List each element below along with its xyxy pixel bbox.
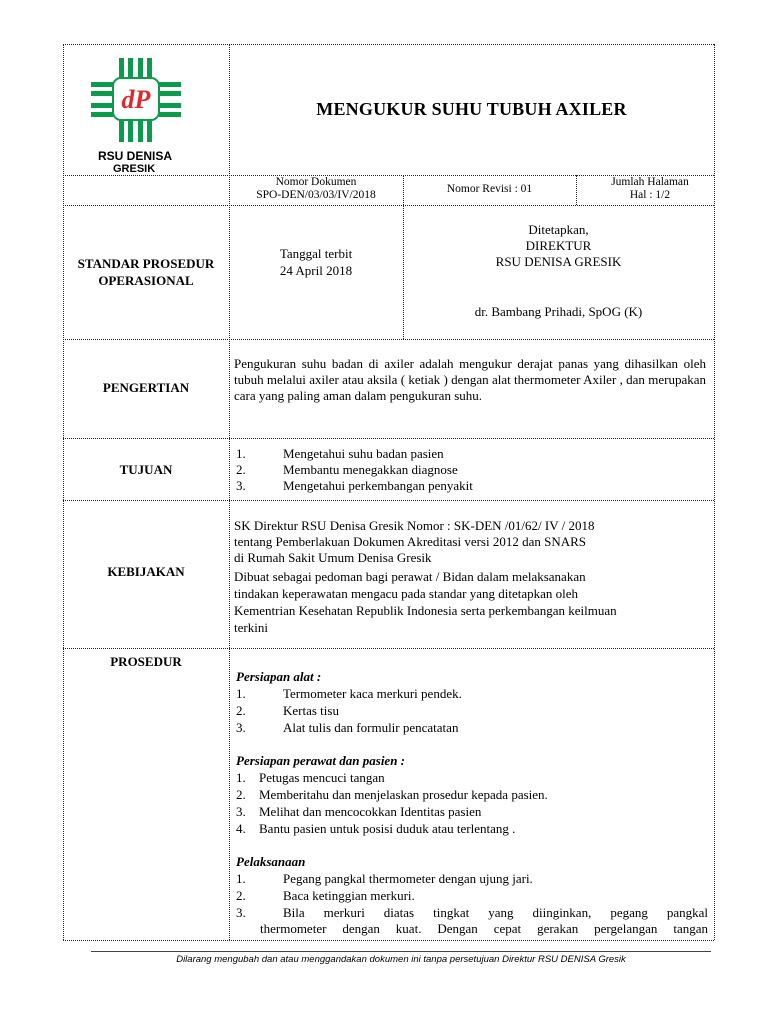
prosedur-label: PROSEDUR [110, 654, 182, 669]
svg-text:dP: dP [121, 85, 151, 114]
nomor-revisi: Nomor Revisi : 01 [446, 183, 533, 195]
document-title: MENGUKUR SUHU TUBUH AXILER [316, 99, 627, 119]
list-item: 2. Kertas tisu [236, 703, 339, 718]
rsu-name-text: RSU DENISA GRESIK [495, 254, 622, 269]
footer-disclaimer: Dilarang mengubah dan atau menggandakan dokumen ini tanpa persetujuan Direktur RSU DENISA Gresik [176, 954, 626, 965]
kebijakan-line: di Rumah Sakit Umum Denisa Gresik [234, 550, 432, 565]
list-item: 2. Baca ketinggian merkuri. [236, 888, 415, 903]
signatory-name: dr. Bambang Prihadi, SpOG (K) [474, 304, 643, 319]
list-item: 2. Membantu menegakkan diagnose [236, 462, 458, 477]
footer-divider [91, 951, 711, 952]
list-item: 1. Termometer kaca merkuri pendek. [236, 686, 462, 701]
list-item: 2. Memberitahu dan menjelaskan prosedur kepada pasien. [236, 787, 548, 802]
kebijakan-label: KEBIJAKAN [107, 564, 185, 579]
sop-label-line2: OPERASIONAL [98, 273, 194, 288]
list-item: 4. Bantu pasien untuk posisi duduk atau terlentang . [236, 821, 516, 836]
direktur-text: DIREKTUR [525, 238, 592, 253]
pelaksanaan-continuation: thermometer dengan kuat. Dengan cepat gerakan pergelangan tangan [260, 921, 708, 936]
kebijakan-line: tindakan keperawatan mengacu pada standar yang ditetapkan oleh [234, 586, 578, 601]
persiapan-alat-title: Persiapan alat : [236, 669, 322, 684]
kebijakan-line: Dibuat sebagai pedoman bagi perawat / Bidan dalam melaksanakan [234, 569, 586, 584]
list-item: 1. Petugas mencuci tangan [236, 770, 385, 785]
kebijakan-line: Kementrian Kesehatan Republik Indonesia serta perkembangan keilmuan [234, 603, 617, 618]
halaman-value: Hal : 1/2 [629, 189, 671, 201]
ditetapkan-text: Ditetapkan, [528, 222, 589, 237]
list-item: 3. Mengetahui perkembangan penyakit [236, 478, 473, 493]
hospital-name-line2: GRESIK [113, 163, 156, 175]
nomor-dokumen-label: Nomor Dokumen [275, 176, 357, 188]
hospital-name-line1: RSU DENISA [98, 149, 173, 163]
tanggal-terbit-label: Tanggal terbit [279, 246, 353, 261]
list-item: 3. Melihat dan mencocokkan Identitas pasien [236, 804, 482, 819]
tujuan-label: TUJUAN [119, 462, 173, 477]
kebijakan-line: terkini [234, 620, 268, 635]
pengertian-label: PENGERTIAN [102, 380, 190, 395]
list-item: 1. Mengetahui suhu badan pasien [236, 446, 444, 461]
list-item: 1. Pegang pangkal thermometer dengan ujung jari. [236, 871, 533, 886]
nomor-dokumen-value: SPO-DEN/03/03/IV/2018 [256, 189, 376, 201]
tanggal-terbit-value: 24 April 2018 [279, 263, 353, 278]
sop-label-line1: STANDAR PROSEDUR [77, 256, 215, 271]
hospital-logo-icon [91, 58, 181, 142]
list-item: 3. Alat tulis dan formulir pencatatan [236, 720, 459, 735]
kebijakan-line: SK Direktur RSU Denisa Gresik Nomor : SK-DEN /01/62/ IV / 2018 [234, 518, 595, 533]
persiapan-perawat-title: Persiapan perawat dan pasien : [236, 753, 406, 768]
pengertian-text: Pengukuran suhu badan di axiler adalah mengukur derajat panas yang dihasilkan oleh tubuh melalui axiler atau aksila ( ketiak ) dengan alat thermometer Axiler , dan merupakan cara yang paling aman dalam pengukuran suhu. [234, 356, 706, 403]
jumlah-halaman-label: Jumlah Halaman [611, 176, 689, 188]
kebijakan-line: tentang Pemberlakuan Dokumen Akreditasi versi 2012 dan SNARS [234, 534, 587, 549]
pelaksanaan-title: Pelaksanaan [236, 854, 306, 869]
